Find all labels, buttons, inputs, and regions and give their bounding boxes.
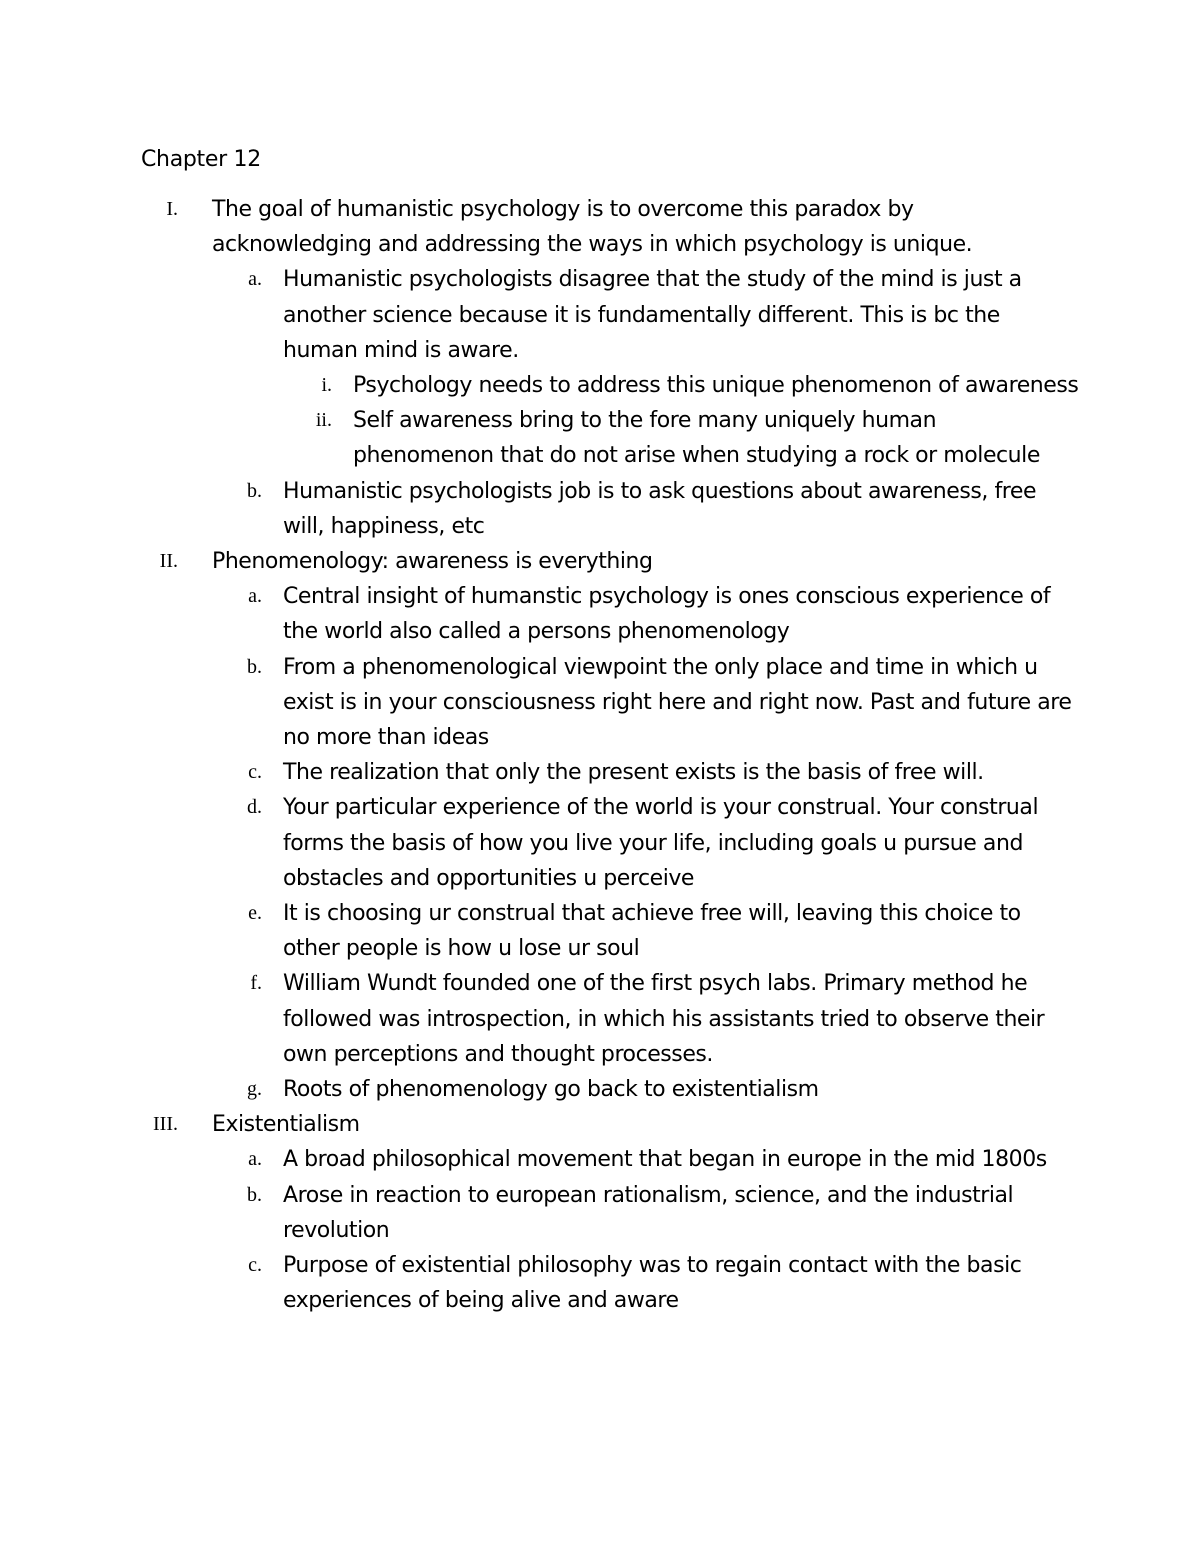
outline-item-section-1-1 xyxy=(0,262,1200,368)
outline-item-section-2 xyxy=(0,544,1200,579)
list-item-text: The goal of humanistic psychology is to overcome this paradox by acknowledging and addressing the ways in which psychology is unique. xyxy=(212,197,973,258)
list-marker: b. xyxy=(247,655,262,678)
list-item-text: It is choosing ur construal that achieve free will, leaving this choice to other people is how u lose ur soul xyxy=(283,901,1021,962)
list-marker: i. xyxy=(321,374,332,397)
list-item-text: Central insight of humanstic psychology is ones conscious experience of the world also called a persons phenomenology xyxy=(283,584,1051,645)
list-item-text: Humanistic psychologists disagree that the study of the mind is just a another science because it is fundamentally different. This is bc the human mind is aware. xyxy=(283,267,1022,363)
list-marker: I. xyxy=(166,198,178,220)
outline-item-section-2-5 xyxy=(0,896,1200,966)
outline-item-section-3 xyxy=(0,1107,1200,1142)
list-marker: a. xyxy=(248,268,262,291)
list-marker: c. xyxy=(248,761,262,784)
list-marker: ii. xyxy=(315,409,332,432)
list-marker: III. xyxy=(153,1113,178,1136)
list-marker: g. xyxy=(247,1078,262,1101)
list-item-text: From a phenomenological viewpoint the only place and time in which u exist is in your consciousness right here and right now. Past and future are no more than ideas xyxy=(283,654,1072,751)
list-item-text: Humanistic psychologists job is to ask questions about awareness, free will, happiness, etc xyxy=(283,478,1037,539)
list-item-text: Arose in reaction to european rationalism, science, and the industrial revolution xyxy=(283,1182,1014,1243)
outline-item-section-1-1-2 xyxy=(0,403,1200,473)
outline-item-section-2-2 xyxy=(0,650,1200,756)
list-marker: a. xyxy=(248,1148,262,1171)
list-marker: II. xyxy=(159,550,178,573)
list-item-text: William Wundt founded one of the first psych labs. Primary method he followed was introspection, in which his assistants tried to observe their own perceptions and thought processes. xyxy=(283,971,1045,1067)
outline-item-section-1 xyxy=(0,192,1200,262)
list-item-text: Existentialism xyxy=(212,1112,360,1138)
outline-item-section-3-2 xyxy=(0,1178,1200,1248)
outline-item-section-1-1-1 xyxy=(0,368,1200,403)
outline-item-section-2-1 xyxy=(0,579,1200,649)
list-item-text: Self awareness bring to the fore many uniquely human phenomenon that do not arise when studying a rock or molecule xyxy=(353,408,1040,469)
list-item-text: Your particular experience of the world is your construal. Your construal forms the basis of how you live your life, including goals u pursue and obstacles and opportunities u perceive xyxy=(283,795,1039,891)
list-marker: f. xyxy=(250,972,262,995)
outline-item-section-3-1 xyxy=(0,1142,1200,1177)
list-marker: b. xyxy=(247,479,262,502)
list-item-text: The realization that only the present exists is the basis of free will. xyxy=(283,760,984,786)
list-item-text: Purpose of existential philosophy was to regain contact with the basic experiences of being alive and aware xyxy=(283,1253,1022,1314)
outline-item-section-2-4 xyxy=(0,790,1200,896)
list-item-text: Phenomenology: awareness is everything xyxy=(212,549,653,575)
page-title: Chapter 12 xyxy=(141,147,261,172)
list-marker: c. xyxy=(248,1254,262,1277)
list-marker: d. xyxy=(247,796,262,819)
outline-item-section-2-3 xyxy=(0,755,1200,790)
list-marker: a. xyxy=(248,585,262,608)
list-marker: e. xyxy=(248,902,262,925)
list-item-text: Psychology needs to address this unique phenomenon of awareness xyxy=(353,373,1079,399)
outline-item-section-2-6 xyxy=(0,966,1200,1072)
outline-item-section-1-2 xyxy=(0,474,1200,544)
list-marker: b. xyxy=(247,1183,262,1206)
list-item-text: A broad philosophical movement that began in europe in the mid 1800s xyxy=(283,1147,1047,1173)
outline-list xyxy=(0,192,1200,1319)
outline-item-section-3-3 xyxy=(0,1248,1200,1318)
outline-item-section-2-7 xyxy=(0,1072,1200,1107)
list-item-text: Roots of phenomenology go back to existentialism xyxy=(283,1077,819,1103)
